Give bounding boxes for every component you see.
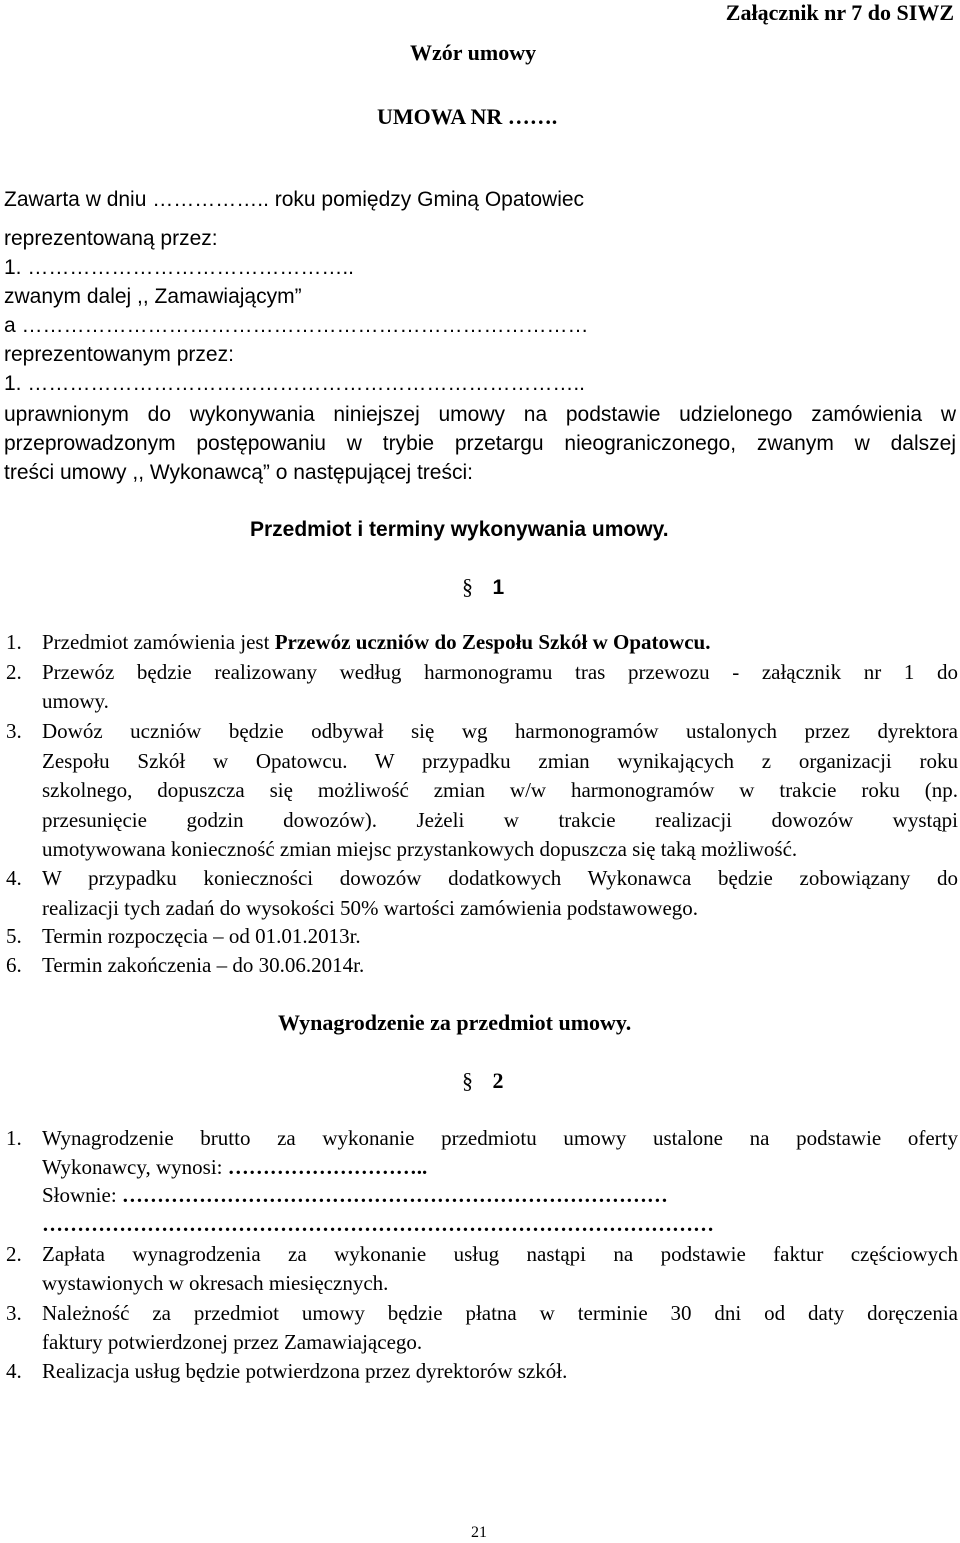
section-1-title: Przedmiot i terminy wykonywania umowy. [250,518,669,541]
parties-paragraph-line-2: przeprowadzonym postępowaniu w trybie przetargu nieograniczonego, zwanym w dalszej [4,432,956,455]
list-item-text: wystawionych w okresach miesięcznych. [42,1271,389,1295]
list-item-text: Przewóz będzie realizowany według harmonogramu tras przewozu - załącznik nr 1 do [42,660,958,684]
list-item-bold-text: Przewóz uczniów do Zespołu Szkół w Opatowcu. [274,630,711,654]
list-item-line [42,1183,668,1208]
list-item-line [42,1212,714,1237]
list-item-line [42,953,364,978]
paragraph-number: 1 [492,576,505,599]
list-item-text: Słownie: [42,1183,122,1207]
list-item-text: realizacji tych zadań do wysokości 50% wartości zamówienia podstawowego. [42,896,699,920]
list-item-text: umowy. [42,689,109,713]
list-item-line [42,808,958,833]
list-item-line [42,924,361,949]
parties-line-5: a ……………………………………………………………………… [4,314,589,337]
list-item-text: Należność za przedmiot umowy będzie płatna w terminie 30 dni od daty doręczenia [42,1301,958,1325]
list-item-text: Dowóz uczniów będzie odbywał się wg harmonogramów ustalonych przez dyrektora [42,719,958,743]
list-item-text: Termin zakończenia – do 30.06.2014r. [42,953,365,977]
list-item-number: 2. [6,1242,22,1266]
list-item-bold-text: …………………………………………………………………… [121,1183,668,1207]
list-item-number: 4. [6,866,22,890]
list-item-text: Zespołu Szkół w Opatowcu. W przypadku zmian wynikających z organizacji roku [42,749,958,773]
list-item-line [42,1242,958,1267]
paragraph-mark: § [462,1068,473,1093]
list-item-line [42,689,109,714]
list-item-number: 4. [6,1359,22,1383]
list-item-text: W przypadku konieczności dowozów dodatkowych Wykonawca będzie zobowiązany do [42,866,958,890]
page-number: 21 [471,1524,487,1541]
list-item-number: 3. [6,1301,22,1325]
paragraph-number: 2 [492,1068,504,1093]
list-item-text: Wynagrodzenie brutto za wykonanie przedmiotu umowy ustalone na podstawie oferty [42,1126,958,1150]
section-2-paragraph-sign [462,1068,504,1094]
list-item-line [42,1155,427,1180]
list-item-line [42,837,797,862]
list-item-number: 1. [6,630,22,654]
list-item-bold-text: ……………………….. [227,1155,428,1179]
list-item-line [42,896,698,921]
list-item-line [42,660,958,685]
section-2-title: Wynagrodzenie za przedmiot umowy. [278,1010,632,1035]
list-item-line [42,866,958,891]
list-item-text: przesunięcie godzin dowozów). Jeżeli w trakcie realizacji dowozów wystąpi [42,808,958,832]
list-item-line [42,749,958,774]
parties-line-3: 1. ……………………………………….. [4,256,355,279]
list-item-line [42,1301,958,1326]
list-item-text: szkolnego, dopuszcza się możliwość zmian w/w harmonogramów w trakcie roku (np. [42,778,958,802]
contract-number: UMOWA NR ……. [377,104,558,129]
section-1-paragraph-sign [462,574,504,600]
list-item-number: 2. [6,660,22,684]
list-item-line [42,719,958,744]
list-item-text: Termin rozpoczęcia – od 01.01.2013r. [42,924,361,948]
parties-line-4: zwanym dalej ,, Zamawiającym” [4,285,302,308]
parties-line-7: 1. …………………………………………………………………….. [4,372,586,395]
list-item-text: Wykonawcy, wynosi: [42,1155,228,1179]
list-item-number: 6. [6,953,22,977]
parties-paragraph-line-3: treści umowy ,, Wykonawcą” o następującej treści: [4,461,473,484]
list-item-number: 1. [6,1126,22,1150]
list-item-line [42,778,958,803]
list-item-text: Zapłata wynagrodzenia za wykonanie usług nastąpi na podstawie faktur częściowych [42,1242,958,1266]
list-item-text: Realizacja usług będzie potwierdzona przez dyrektorów szkół. [42,1359,568,1383]
list-item-line [42,1126,958,1151]
parties-line-1: Zawarta w dniu …………….. roku pomiędzy Gminą Opatowiec [4,188,585,211]
list-item-line [42,1271,388,1296]
parties-paragraph-line-1: uprawnionym do wykonywania niniejszej umowy na podstawie udzielonego zamówienia w [4,403,956,426]
list-item-number: 5. [6,924,22,948]
list-item-number: 3. [6,719,22,743]
list-item-line [42,1330,422,1355]
list-item-line [42,630,710,655]
paragraph-mark: § [462,574,473,599]
parties-line-2: reprezentowaną przez: [4,227,218,250]
list-item-line [42,1359,567,1384]
attachment-label: Załącznik nr 7 do SIWZ [725,0,954,25]
template-title: Wzór umowy [410,40,537,65]
list-item-text: faktury potwierdzonej przez Zamawiającego. [42,1330,423,1354]
list-item-text: Przedmiot zamówienia jest [42,630,275,654]
parties-line-6: reprezentowanym przez: [4,343,234,366]
list-item-bold-text: …………………………………………………………………………………… [42,1212,714,1236]
list-item-text: umotywowana konieczność zmian miejsc przystankowych dopuszcza się taką możliwość. [42,837,798,861]
